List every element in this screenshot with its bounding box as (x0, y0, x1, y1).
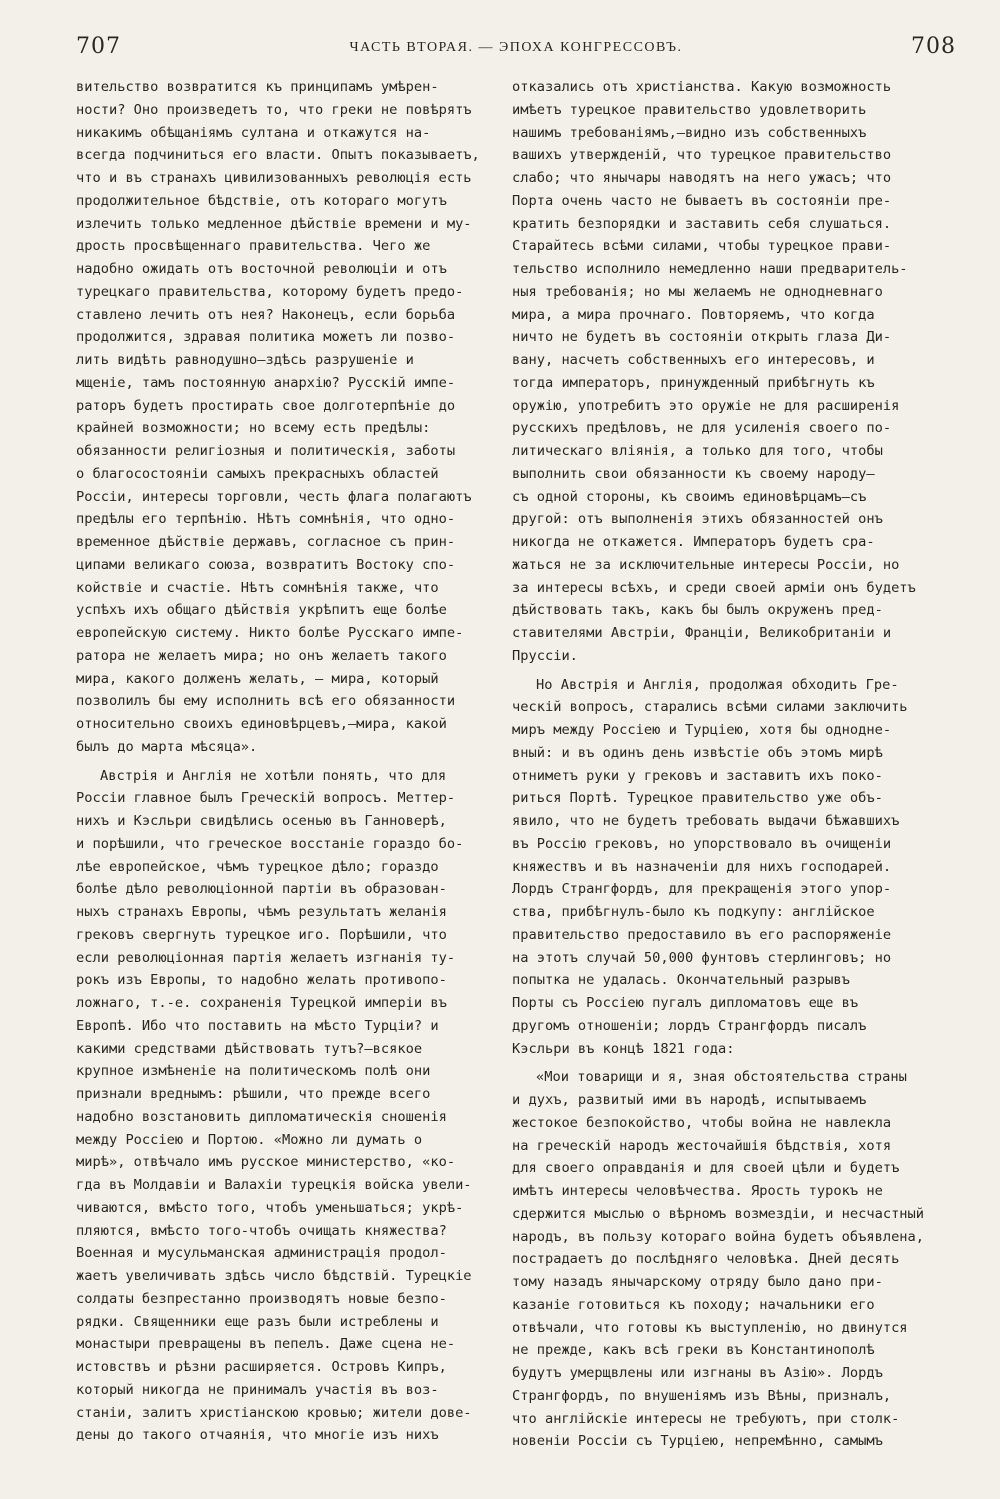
text-line: отниметъ руки у грековъ и заставитъ ихъ поко- (512, 767, 883, 784)
text-line: обязанности религіозныя и политическія, заботы (76, 443, 456, 459)
text-line: оружію, употребитъ это оружіе не для расширенія (512, 397, 900, 414)
text-line: и духъ, развитый ими въ народѣ, испытываемъ (512, 1092, 867, 1108)
text-line: нашимъ требованіямъ,—видно изъ собственныхъ (512, 124, 867, 141)
text-line: мира, а мира прочнаго. Повторяемъ, что когда (512, 306, 875, 323)
text-line: Старайтесь всѣми силами, чтобы турецкое прави- (512, 238, 892, 255)
text-line: за интересы всѣхъ, и среди своей арміи онъ будетъ (512, 579, 916, 596)
text-line: Странгфордъ, по внушеніямъ изъ Вѣны, призналъ, (512, 1387, 892, 1404)
text-line: рокъ изъ Европы, то надобно желать противопо- (76, 972, 447, 989)
text-line: солдаты безпрестанно производятъ новые безпо- (76, 1290, 447, 1307)
text-line: крупное измѣненіе на политическомъ полѣ они (76, 1063, 431, 1080)
text-line: на греческій народъ жесточайшія бѣдствія, хотя (512, 1137, 892, 1154)
text-line: предѣлы его терпѣнію. Нѣтъ сомнѣнія, что одно- (76, 511, 456, 528)
text-line: пострадаетъ до послѣдняго человѣка. Дней десять (512, 1251, 900, 1268)
text-line: турецкаго правительства, которому будетъ предо- (76, 283, 464, 300)
text-line: явило, что не будетъ требовать выдачи бѣжавшихъ (512, 813, 900, 829)
text-line: ческій вопросъ, старались всѣми силами заключить (512, 699, 908, 716)
left-page-number: 707 (76, 34, 121, 59)
text-line: мщеніе, тамъ постоянную анархію? Русскій импе- (76, 374, 456, 391)
text-line: продолжительное бѣдствіе, отъ котораго могутъ (76, 192, 447, 209)
left-column (76, 76, 516, 1447)
text-line: съ одной стороны, къ своимъ единовѣрцамъ—съ (512, 488, 867, 505)
text-line: какими средствами дѣйствовать тутъ?—всякое (76, 1040, 423, 1057)
text-line: Россіи, интересы торговли, честь флага полагаютъ (76, 488, 472, 505)
text-line: успѣхъ ихъ общаго дѣйствія укрѣпитъ еще болѣе (76, 602, 447, 619)
text-line: выполнить свои обязанности къ своему народу— (512, 465, 875, 482)
text-line: Кэсльри въ концѣ 1821 года: (512, 1040, 735, 1057)
text-line: излечить только медленное дѣйствіе времени и му- (76, 215, 472, 232)
text-line: другой: отъ выполненія этихъ обязанностей онъ (512, 511, 883, 528)
text-line: жестокое безпокойство, чтобы война не навлекла (512, 1114, 892, 1131)
text-line: признали вреднымъ: рѣшили, что прежде всего (76, 1086, 431, 1102)
text-line: будутъ умерщвлены или изгнаны въ Азію». Лордъ (512, 1365, 883, 1381)
text-line: «Мои товарищи и я, зная обстоятельства страны (536, 1069, 907, 1086)
text-line: никакимъ обѣщаніямъ султана и откажутся на- (76, 124, 431, 141)
text-line: мира, какого долженъ желать, — мира, который (76, 670, 439, 687)
text-line: не прежде, какъ всѣ греки въ Константинополѣ (512, 1342, 875, 1359)
text-line: литическаго вліянія, а только для того, чтобы (512, 443, 883, 459)
right-page-number: 708 (911, 34, 956, 59)
text-line: тельство исполнило немедленно наши предваритель- (512, 261, 908, 277)
text-line: станіи, залитъ христіанскою кровью; жители дове- (76, 1404, 472, 1421)
text-line: ставителями Австріи, Франціи, Великобританіи и (512, 625, 892, 641)
text-line: надобно ожидать отъ восточной революціи и отъ (76, 261, 447, 277)
text-line: дрость просвѣщеннаго правительства. Чего же (76, 238, 431, 255)
text-line: европейскую систему. Никто болѣе Русскаго импе- (76, 625, 464, 641)
text-line: Порта очень часто не бываетъ въ состояніи пре- (512, 192, 892, 209)
text-line: о благосостояніи самыхъ прекрасныхъ областей (76, 465, 439, 482)
text-line: мирѣ», отвѣчало имъ русское министерство, «ко- (76, 1154, 456, 1171)
text-line: ности? Оно произведетъ то, что греки не повѣрятъ (76, 101, 472, 118)
text-line: между Россіею и Портою. «Можно ли думать о (76, 1131, 423, 1148)
text-line: грековъ свергнуть турецкое иго. Порѣшили, что (76, 926, 447, 943)
text-line: имѣтъ интересы человѣчества. Ярость турокъ не (512, 1183, 883, 1199)
text-line: рядки. Священники еще разъ были истреблены и (76, 1313, 439, 1330)
text-line: крайней возможности; но всему есть предѣлы: (76, 420, 431, 437)
text-line: народъ, въ пользу котораго война будетъ объявлена, (512, 1228, 925, 1245)
text-line: Австрія и Англія не хотѣли понять, что для (100, 767, 447, 784)
text-line: другомъ отношеніи; лордъ Странгфордъ писалъ (512, 1017, 867, 1034)
text-line: ципами великаго союза, возвратитъ Востоку спо- (76, 556, 456, 573)
text-line: нихъ и Кэсльри свидѣлись осенью въ Ганноверѣ, (76, 813, 447, 829)
text-line: Порты съ Россіею пугалъ дипломатовъ еще въ (512, 995, 859, 1011)
text-line: сдержится мыслью о вѣрномъ возмездіи, и несчастный (512, 1205, 925, 1222)
text-line: ства, прибѣгнулъ-было къ подкупу: англійское (512, 904, 875, 920)
text-line: который никогда не принималъ участія въ воз- (76, 1381, 439, 1398)
text-line: лить видѣть равнодушно—здѣсь разрушеніе и (76, 352, 414, 368)
text-line: отвѣчали, что готовы къ выступленію, но двинутся (512, 1319, 908, 1336)
text-line: пляются, вмѣсто того-чтобъ очищать княжества? (76, 1222, 447, 1239)
text-line: ставлено лечить отъ нея? Наконецъ, если борьба (76, 306, 456, 323)
text-line: попытка не удалась. Окончательный разрывъ (512, 972, 850, 989)
text-line: никогда не откажется. Императоръ будетъ сра- (512, 534, 875, 550)
text-line: лѣе европейское, чѣмъ турецкое дѣло; гораздо (76, 858, 439, 875)
text-line: истовствъ и рѣзни расширяется. Островъ Кипръ, (76, 1359, 447, 1375)
text-line: и порѣшили, что греческое восстаніе гораздо бо- (76, 835, 464, 852)
text-line: дѣйствовать такъ, какъ бы былъ окруженъ пред- (512, 602, 883, 619)
text-line: Европѣ. Ибо что поставить на мѣсто Турціи? и (76, 1017, 439, 1034)
text-line: Военная и мусульманская администрація продол- (76, 1245, 447, 1262)
text-line: миръ между Россіею и Турціею, хотя бы однодне- (512, 722, 892, 738)
text-line: тогда императоръ, принужденный прибѣгнуть къ (512, 374, 875, 391)
text-line: чиваются, вмѣсто того, чтобъ уменьшаться; укрѣ- (76, 1199, 464, 1216)
text-line: относительно своихъ единовѣрцевъ,—мира, какой (76, 716, 447, 732)
text-line: ложнаго, т.-е. сохраненія Турецкой имперіи въ (76, 995, 447, 1011)
text-line: княжествъ и въ назначеніи для нихъ господарей. (512, 858, 892, 875)
text-line: на этотъ случай 50,000 фунтовъ стерлинговъ; но (512, 949, 892, 966)
text-line: кратить безпорядки и заставить себя слушаться. (512, 215, 892, 232)
text-line: Лордъ Странгфордъ, для прекращенія этого упор- (512, 881, 892, 898)
text-line: для своего оправданія и для своей цѣли и будетъ (512, 1160, 900, 1177)
text-line: правительство предоставило въ его распоряженіе (512, 926, 892, 943)
text-line: гда въ Молдавіи и Валахіи турецкія войска увели- (76, 1177, 472, 1193)
text-line: всегда подчиниться его власти. Опытъ показываетъ, (76, 147, 480, 164)
text-line: Но Австрія и Англія, продолжая обходить Гре- (536, 676, 899, 693)
text-line: временное дѣйствіе державъ, согласное съ прин- (76, 534, 456, 550)
text-line: ныхъ странахъ Европы, чѣмъ результатъ желанія (76, 904, 447, 920)
text-line: вану, насчетъ собственныхъ его интересовъ, и (512, 352, 875, 368)
running-title: ЧАСТЬ ВТОРАЯ. — ЭПОХА КОНГРЕССОВЪ. (349, 40, 683, 55)
text-line: казаніе готовиться къ походу; начальники его (512, 1296, 875, 1313)
text-line: въ Россію грековъ, но упорствовало въ очищеніи (512, 835, 892, 852)
text-line: тому назадъ янычарскому отряду было дано при- (512, 1274, 883, 1290)
text-line: если революціонная партія желаетъ изгнанія ту- (76, 949, 456, 966)
text-line: вашихъ утвержденій, что турецкое правительство (512, 147, 892, 164)
text-line: монастыри превращены въ пепелъ. Даже сцена не- (76, 1336, 456, 1353)
text-line: раторъ будетъ простирать свое долготерпѣніе до (76, 397, 456, 414)
text-line: что англійскіе интересы не требуютъ, при столк- (512, 1410, 900, 1427)
text-line: Пруссіи. (512, 647, 578, 664)
text-line: отказались отъ христіанства. Какую возможность (512, 79, 892, 95)
text-line: Россіи главное былъ Греческій вопросъ. Меттер- (76, 790, 456, 807)
text-line: койствіе и счастіе. Нѣтъ сомнѣнія также, что (76, 579, 439, 596)
text-line: имѣетъ турецкое правительство удовлетворить (512, 101, 867, 118)
text-line: ничто не будетъ въ состояніи открыть глаза Ди- (512, 329, 892, 346)
text-line: русскихъ предѣловъ, не для усиленія своего по- (512, 420, 892, 437)
text-line: болѣе дѣло революціонной партіи въ образован- (76, 881, 447, 898)
text-line: вительство возвратится къ принципамъ умѣрен- (76, 79, 439, 95)
text-line: новеніи Россіи съ Турціею, непремѣнно, самымъ (512, 1433, 883, 1450)
text-line: былъ до марта мѣсяца». (76, 738, 258, 755)
text-line: слабо; что янычары наводятъ на него ужасъ; что (512, 170, 892, 186)
text-line: надобно возстановить дипломатическія сношенія (76, 1108, 447, 1125)
text-line: позволилъ бы ему исполнить всѣ его обязанности (76, 693, 456, 710)
text-line: ратора не желаетъ мира; но онъ желаетъ такого (76, 647, 447, 664)
text-line: жаетъ увеличивать здѣсь число бѣдствій. Турецкіе (76, 1268, 472, 1284)
text-line: ныя требованія; но мы желаемъ не однодневнаго (512, 283, 883, 300)
text-line: продолжится, здравая политика можетъ ли позво- (76, 329, 456, 346)
text-line: вный: и въ одинъ день извѣстіе объ этомъ мирѣ (512, 744, 883, 761)
page-header (76, 34, 956, 66)
text-line: что и въ странахъ цивилизованныхъ революція есть (76, 170, 472, 186)
text-line: жаться не за исключительные интересы Россіи, но (512, 556, 900, 573)
right-column (512, 76, 952, 1453)
text-line: дены до такого отчаянія, что многіе изъ нихъ (76, 1427, 439, 1444)
text-line: риться Портѣ. Турецкое правительство уже объ- (512, 790, 883, 807)
